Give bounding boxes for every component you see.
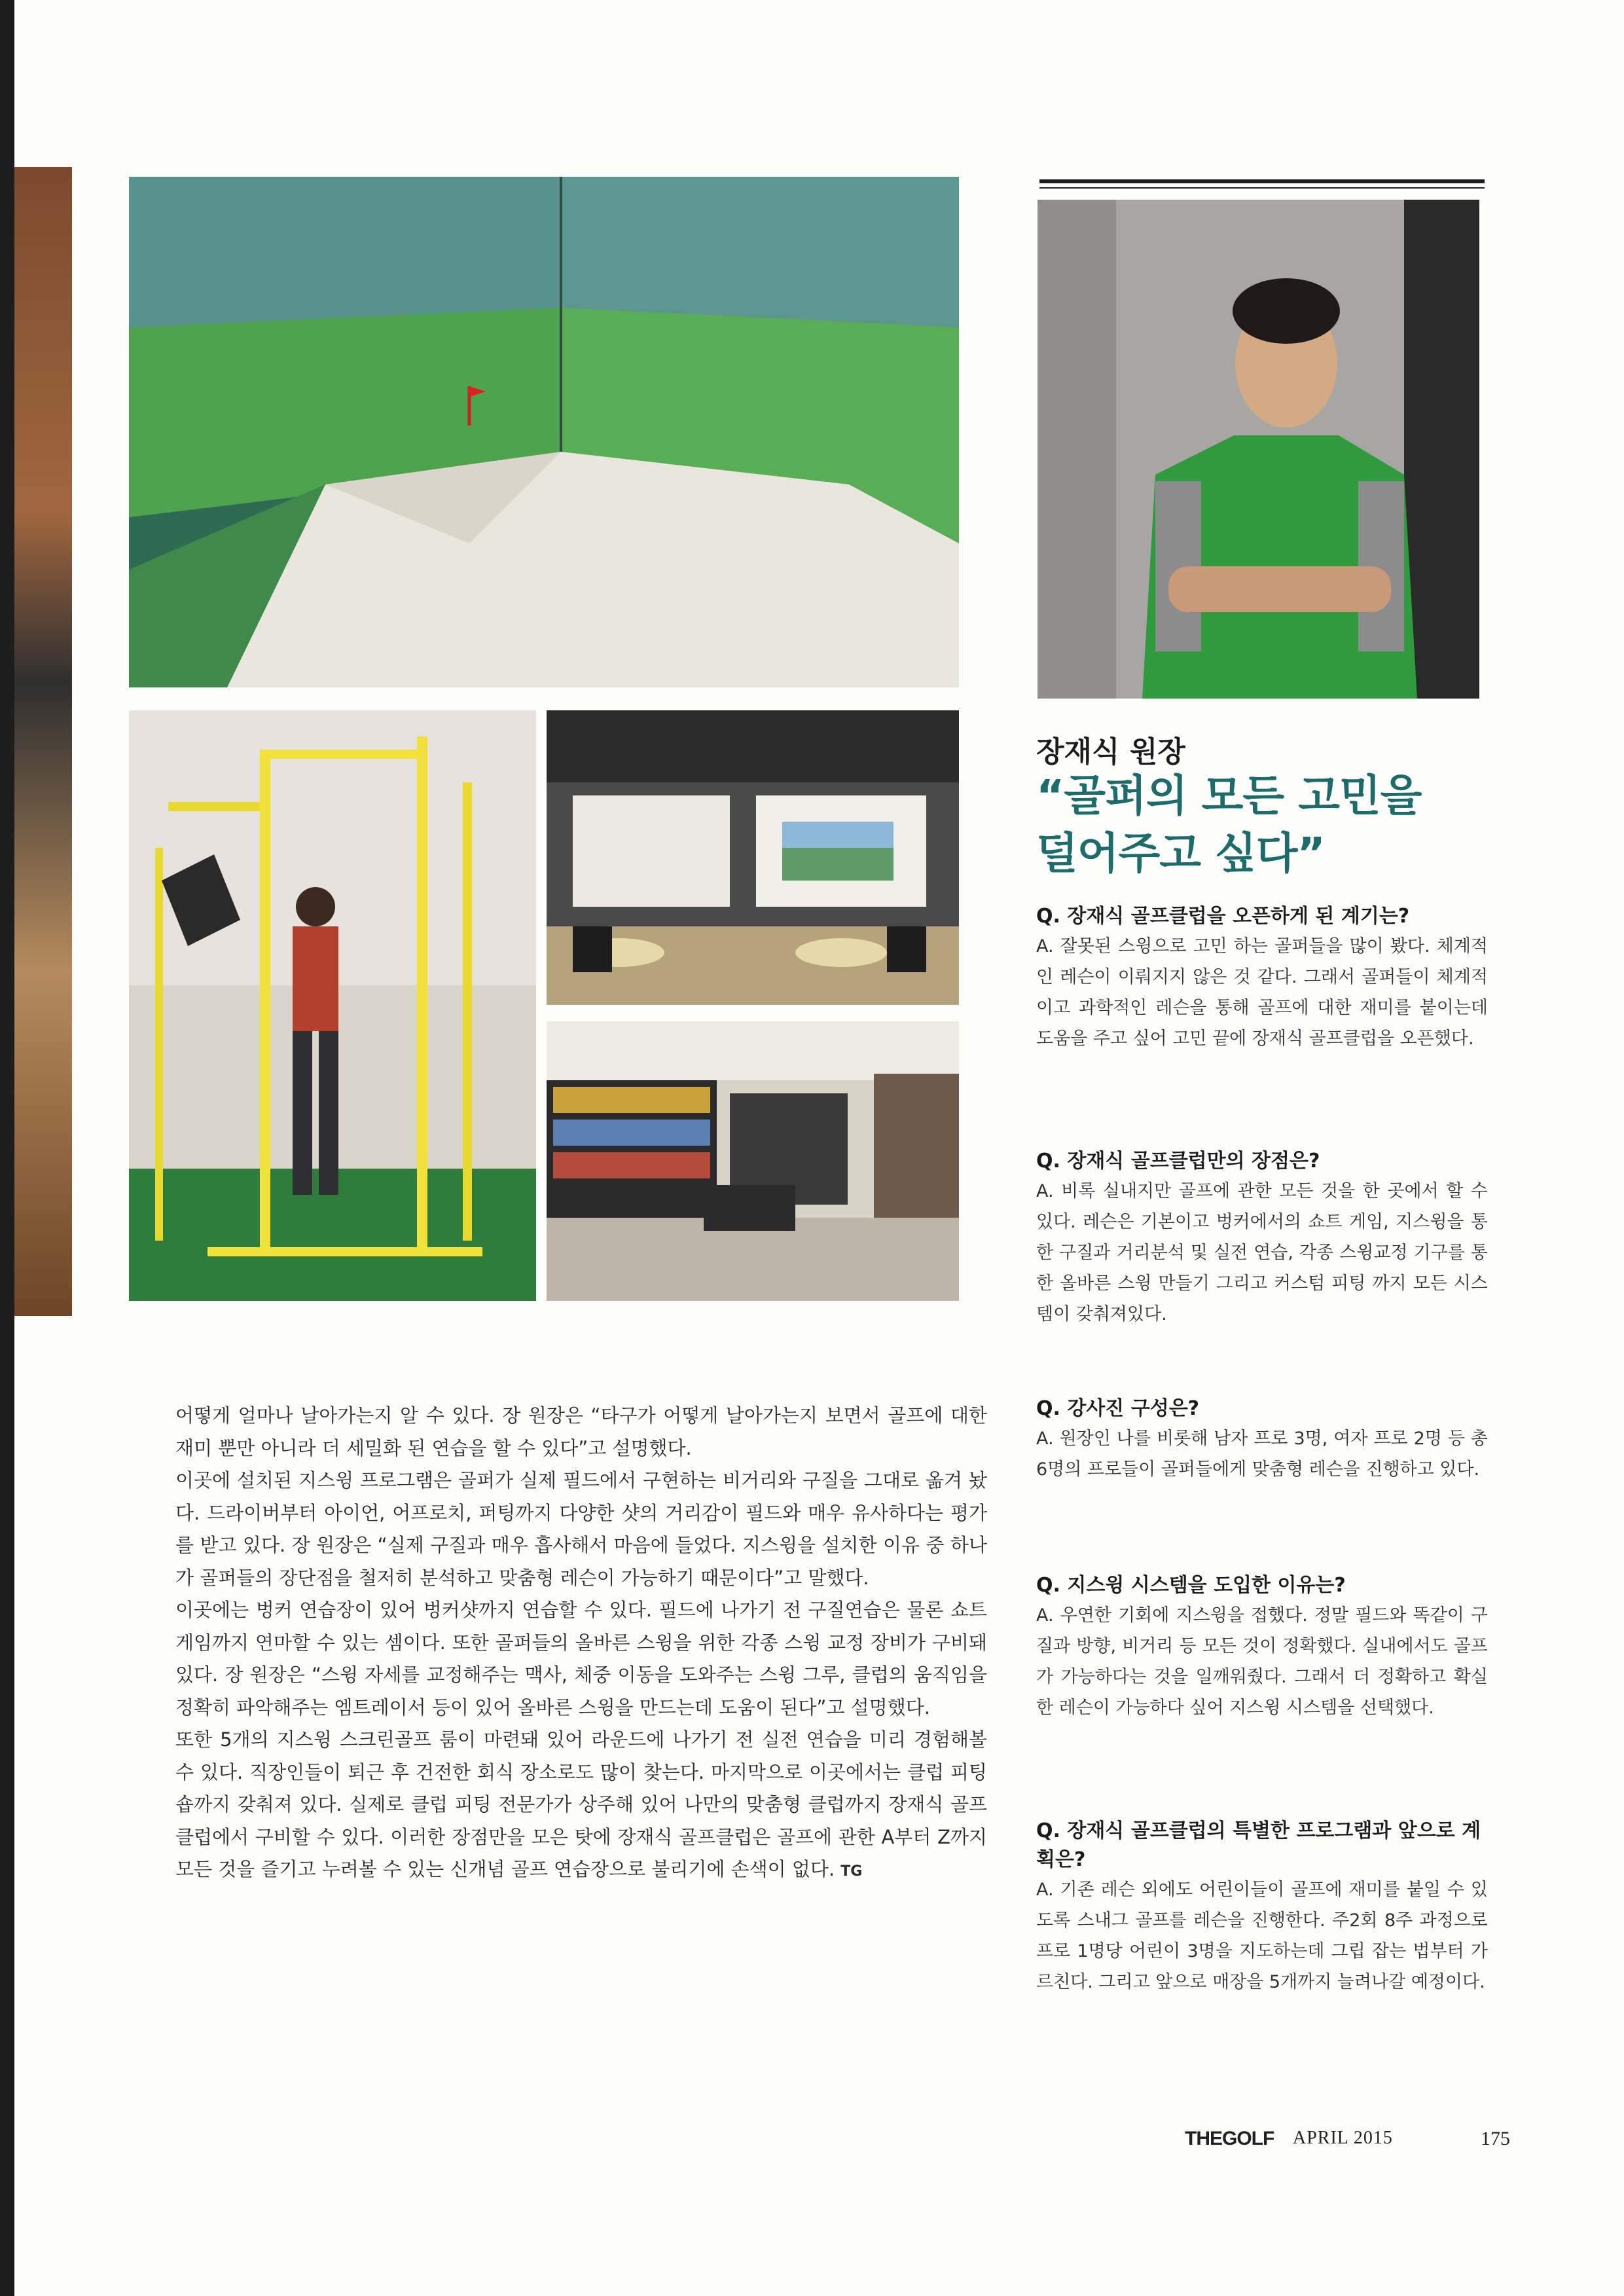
qa-answer: A. 원장인 나를 비롯해 남자 프로 3명, 여자 프로 2명 등 총6명의 프로들이 골퍼들에게 맞춤형 레슨을 진행하고 있다. (1036, 1429, 1488, 1480)
interview-headline (1036, 767, 1488, 883)
headline-line-1: “골퍼의 모든 고민을 (1036, 771, 1422, 821)
article-paragraph: 이곳에는 벙커 연습장이 있어 벙커샷까지 연습할 수 있다. 필드에 나가기 전 구질연습은 물론 쇼트 게임까지 연마할 수 있는 셈이다. 또한 골퍼들의 올바른 스윙을 위한 각종 스윙 교정 장비가 구비돼 있다. 장 원장은 “스윙 자세를 교정해주는 맥사, 체중 이동을 도와주는 스윙 그루, 클럽의 움직임을 정확히 파악해주는 엠트레이서 등이 있어 올바른 스윙을 만드는데 도움이 된다”고 설명했다. (175, 1599, 987, 1719)
qa-block-5 (1036, 1817, 1488, 1997)
article-body (175, 1400, 987, 1888)
qa-question: Q. 장재식 골프클럽을 오픈하게 된 계기는? (1036, 905, 1410, 928)
qa-question: Q. 장재식 골프클럽만의 장점은? (1036, 1150, 1320, 1173)
qa-block-1 (1036, 902, 1488, 1054)
adjacent-page-photo-edge (14, 167, 72, 1316)
qa-question: Q. 장재식 골프클럽의 특별한 프로그램과 앞으로 계획은? (1036, 1819, 1481, 1871)
page-edge-strip (0, 0, 14, 2296)
screen-golf-lounge-photo (547, 710, 959, 1005)
swing-training-equipment-photo (129, 710, 536, 1301)
qa-block-4 (1036, 1571, 1488, 1723)
qa-answer: A. 비록 실내지만 골프에 관한 모든 것을 한 곳에서 할 수 있다. 레슨은 기본이고 벙커에서의 쇼트 게임, 지스윙을 통한 구질과 거리분석 및 실전 연습, 각종 스윙교정 기구를 통한 올바른 스윙 만들기 그리고 커스텀 피팅 까지 모든 시스템이 갖춰져있다. (1036, 1181, 1488, 1324)
interviewee-name: 장재식 원장 (1036, 735, 1185, 769)
article-paragraph-last (175, 1724, 987, 1888)
qa-block-3 (1036, 1394, 1488, 1485)
pro-shop-fitting-photo (547, 1021, 959, 1301)
magazine-logo: THEGOLF (1185, 2128, 1274, 2149)
article-paragraph: 이곳에 설치된 지스윙 프로그램은 골퍼가 실제 필드에서 구현하는 비거리와 구질을 그대로 옮겨 놨다. 드라이버부터 아이언, 어프로치, 퍼팅까지 다양한 샷의 거리감이 필드와 매우 유사하다는 평가를 받고 있다. 장 원장은 “실제 구질과 매우 흡사해서 마음에 들었다. 지스윙을 설치한 이유 중 하나가 골퍼들의 장단점을 철저히 분석하고 맞춤형 레슨이 가능하기 때문이다”고 말했다. (175, 1469, 987, 1589)
page-number: 175 (1481, 2128, 1510, 2149)
qa-question: Q. 지스윙 시스템을 도입한 이유는? (1036, 1574, 1346, 1597)
director-portrait-photo (1038, 200, 1479, 699)
end-mark: TG (840, 1863, 863, 1880)
article-paragraph-text: 또한 5개의 지스윙 스크린골프 룸이 마련돼 있어 라운드에 나가기 전 실전 연습을 미리 경험해볼 수 있다. 직장인들이 퇴근 후 건전한 회식 장소로도 많이 찾는다. 마지막으로 이곳에서는 클럽 피팅숍까지 갖춰져 있다. 실제로 클럽 피팅 전문가가 상주해 있어 나만의 맞춤형 클럽까지 장재식 골프클럽에서 구비할 수 있다. 이러한 장점만을 모은 탓에 장재식 골프클럽은 골프에 관한 A부터 Z까지 모든 것을 즐기고 누려볼 수 있는 신개념 골프 연습장으로 불리기에 손색이 없다. (175, 1728, 987, 1880)
qa-answer: A. 기존 레슨 외에도 어린이들이 골프에 재미를 붙일 수 있도록 스내그 골프를 레슨을 진행한다. 주2회 8주 과정으로 프로 1명당 어린이 3명을 지도하는데 그립 잡는 법부터 가르친다. 그리고 앞으로 매장을 5개까지 늘려나갈 예정이다. (1036, 1880, 1488, 1992)
bunker-practice-room-photo (129, 177, 959, 687)
section-rule-thick (1039, 179, 1485, 183)
qa-answer: A. 우연한 기회에 지스윙을 접했다. 정말 필드와 똑같이 구질과 방향, 비거리 등 모든 것이 정확했다. 실내에서도 골프가 가능하다는 것을 일깨워줬다. 그래서 더 정확하고 확실한 레슨이 가능하다 싶어 지스윙 시스템을 선택했다. (1036, 1605, 1488, 1718)
headline-line-2: 덜어주고 싶다” (1036, 828, 1325, 879)
qa-block-2 (1036, 1147, 1488, 1330)
section-rule-thin (1039, 187, 1485, 189)
qa-question: Q. 강사진 구성은? (1036, 1397, 1200, 1420)
issue-date: APRIL 2015 (1293, 2128, 1393, 2148)
qa-answer: A. 잘못된 스윙으로 고민 하는 골퍼들을 많이 봤다. 체계적인 레슨이 이뤄지지 않은 것 같다. 그래서 골퍼들이 체계적이고 과학적인 레슨을 통해 골프에 대한 재미를 붙이는데 도움을 주고 싶어 고민 끝에 장재식 골프클럽을 오픈했다. (1036, 936, 1488, 1049)
article-paragraph: 어떻게 얼마나 날아가는지 알 수 있다. 장 원장은 “타구가 어떻게 날아가는지 보면서 골프에 대한 재미 뿐만 아니라 더 세밀화 된 연습을 할 수 있다”고 설명했다. (175, 1404, 987, 1459)
